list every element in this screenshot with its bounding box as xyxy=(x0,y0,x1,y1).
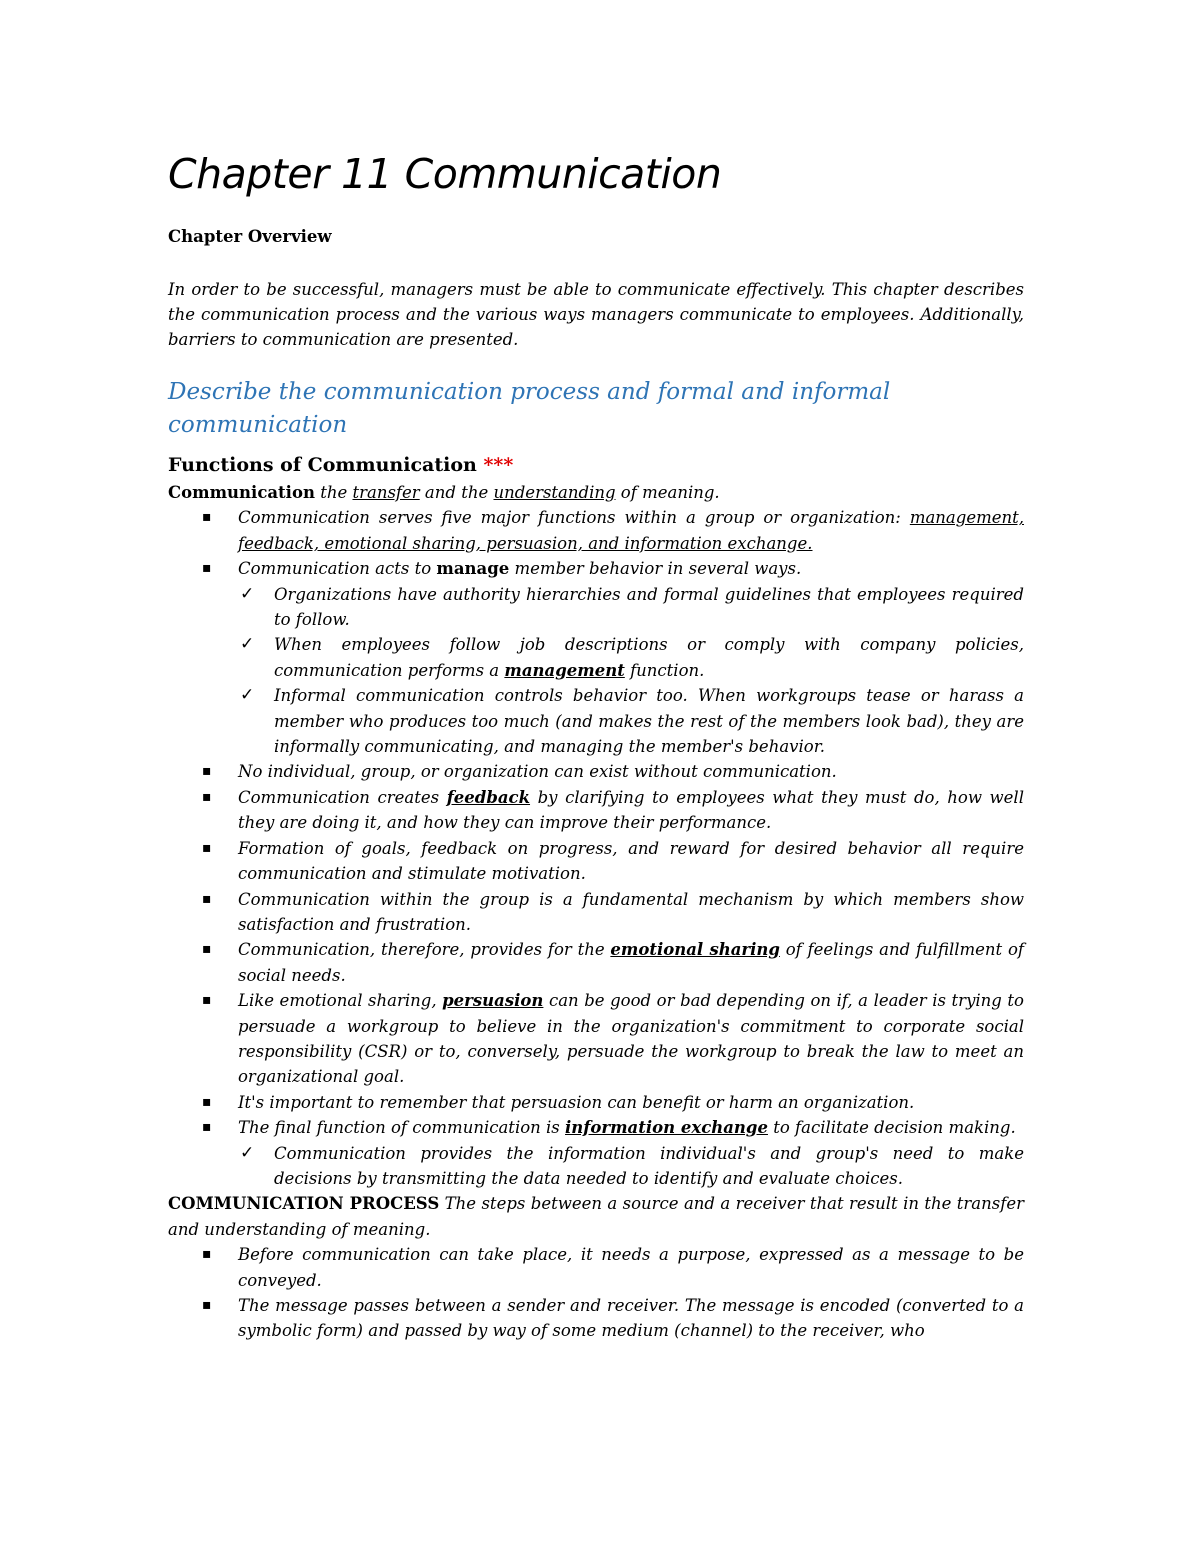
list-item xyxy=(168,1090,1024,1115)
process-definition xyxy=(168,1191,1024,1242)
definition-text: and the xyxy=(419,483,494,502)
sub-list-item-text: Organizations have authority hierarchies and formal guidelines that employees required to follow. xyxy=(274,584,1024,630)
definition-underline: understanding xyxy=(493,483,616,502)
page-title: Chapter 11 Communication xyxy=(168,150,722,198)
list-item-text: Before communication can take place, it needs a purpose, expressed as a message to be conveyed. xyxy=(238,1245,1024,1290)
sub-list-item-text: Informal communication controls behavior too. When workgroups tease or harass a member who produces too much (and makes the rest of the members look bad), they are informally communicating, and managing the member's behavior. xyxy=(274,686,1024,757)
list-item-text: Formation of goals, feedback on progress, and reward for desired behavior all require communication and stimulate motivation. xyxy=(238,838,1024,884)
definition-text: the xyxy=(314,483,353,502)
bullet-icon: ▪ xyxy=(202,992,212,1009)
list-item-text: The message passes between a sender and receiver. The message is encoded (converted to a symbolic form) and passed by way of some medium (channel) to the receiver, who xyxy=(238,1296,1024,1341)
list-item-underline: management, feedback, emotional sharing, persuasion, and information exchange. xyxy=(238,508,1024,553)
list-item-text: It's important to remember that persuasion can benefit or harm an organization. xyxy=(238,1092,915,1112)
list-item-text: Like emotional sharing, xyxy=(238,991,443,1011)
definition-text: of meaning. xyxy=(615,483,720,502)
list-item xyxy=(168,887,1024,938)
definition-term: Communication xyxy=(168,483,315,502)
sub-list-item-bold-underline: management xyxy=(504,660,625,680)
sub-list-item xyxy=(168,1141,1024,1192)
list-item-bold-underline: emotional sharing xyxy=(610,940,780,960)
bullet-icon: ▪ xyxy=(202,839,212,856)
sub-list-item-text: When employees follow job descriptions or comply with company policies, communication performs a xyxy=(274,635,1024,680)
list-item-text: No individual, group, or organization can exist without communication. xyxy=(238,762,837,782)
list-item-text: of feelings and fulfillment of social needs. xyxy=(238,940,1024,985)
list-item xyxy=(168,505,1024,556)
list-item-bold-underline: feedback xyxy=(446,787,531,807)
bullet-icon: ▪ xyxy=(202,1297,212,1313)
sub-list-item-text: Communication provides the information individual's and group's need to make decisions by transmitting the data needed to identify and evaluate choices. xyxy=(274,1143,1024,1188)
process-term: COMMUNICATION PROCESS xyxy=(168,1194,440,1214)
process-text: The steps between a source and a receiver that result in the transfer and understanding of meaning. xyxy=(168,1194,1024,1239)
document-page xyxy=(168,150,1024,1344)
list-item xyxy=(168,937,1024,988)
sub-list-item xyxy=(168,683,1024,759)
list-item xyxy=(168,1242,1024,1293)
bullet-icon: ▪ xyxy=(202,890,212,907)
definition-underline: transfer xyxy=(352,483,420,502)
list-item xyxy=(168,836,1024,887)
bullet-icon: ▪ xyxy=(202,509,212,526)
list-item xyxy=(168,988,1024,1090)
bullet-icon: ▪ xyxy=(202,1093,212,1110)
sub-list-item xyxy=(168,632,1024,683)
checkmark-icon: ✓ xyxy=(240,634,255,655)
communication-definition xyxy=(168,480,1024,505)
list-item xyxy=(168,556,1024,581)
list-item-text: Communication serves five major functions within a group or organization: xyxy=(238,508,910,528)
list-item xyxy=(168,1293,1024,1344)
list-item-bold: manage xyxy=(436,559,510,579)
list-item-text: to facilitate decision making. xyxy=(767,1118,1016,1138)
checkmark-icon: ✓ xyxy=(240,1142,255,1163)
functions-heading xyxy=(168,450,1024,480)
list-item-bold-underline: information exchange xyxy=(565,1118,768,1138)
bullet-icon: ▪ xyxy=(202,763,212,780)
sub-list-item-text: function. xyxy=(624,660,705,680)
bullet-icon: ▪ xyxy=(202,1246,212,1263)
functions-heading-text: Functions of Communication xyxy=(168,454,477,476)
objective-heading: Describe the communication process and formal and informal communication xyxy=(168,379,891,438)
list-item xyxy=(168,1115,1024,1140)
checkmark-icon: ✓ xyxy=(240,685,255,706)
overview-text: In order to be successful, managers must be able to communicate effectively. This chapter describes the communication process and the various ways managers communicate to employees. Additionally, barriers to communication are presented. xyxy=(168,280,1024,349)
overview-heading: Chapter Overview xyxy=(168,227,332,246)
sub-list-item xyxy=(168,582,1024,633)
bullet-icon: ▪ xyxy=(202,560,212,577)
list-item xyxy=(168,759,1024,784)
list-item-text: by clarifying to employees what they must do, how well they are doing it, and how they can improve their performance. xyxy=(238,787,1024,833)
list-item-text: Communication, therefore, provides for the xyxy=(238,940,611,960)
functions-stars: *** xyxy=(483,454,514,476)
list-item xyxy=(168,785,1024,836)
checkmark-icon: ✓ xyxy=(240,583,255,604)
functions-list xyxy=(168,505,1024,1191)
list-item-text: can be good or bad depending on if, a leader is trying to persuade a workgroup to believe in the organization's commitment to corporate social responsibility (CSR) or to, conversely, persuade the workgroup to break the law to meet an organizational goal. xyxy=(238,991,1024,1087)
list-item-text: member behavior in several ways. xyxy=(509,559,802,579)
list-item-text: Communication within the group is a fundamental mechanism by which members show satisfaction and frustration. xyxy=(238,889,1024,934)
list-item-text: The final function of communication is xyxy=(238,1118,566,1138)
bullet-icon: ▪ xyxy=(202,1119,212,1136)
list-item-text: Communication creates xyxy=(238,787,447,807)
process-list xyxy=(168,1242,1024,1344)
list-item-bold-underline: persuasion xyxy=(442,991,544,1011)
bullet-icon: ▪ xyxy=(202,788,212,805)
bullet-icon: ▪ xyxy=(202,941,212,958)
list-item-text: Communication acts to xyxy=(238,559,437,579)
